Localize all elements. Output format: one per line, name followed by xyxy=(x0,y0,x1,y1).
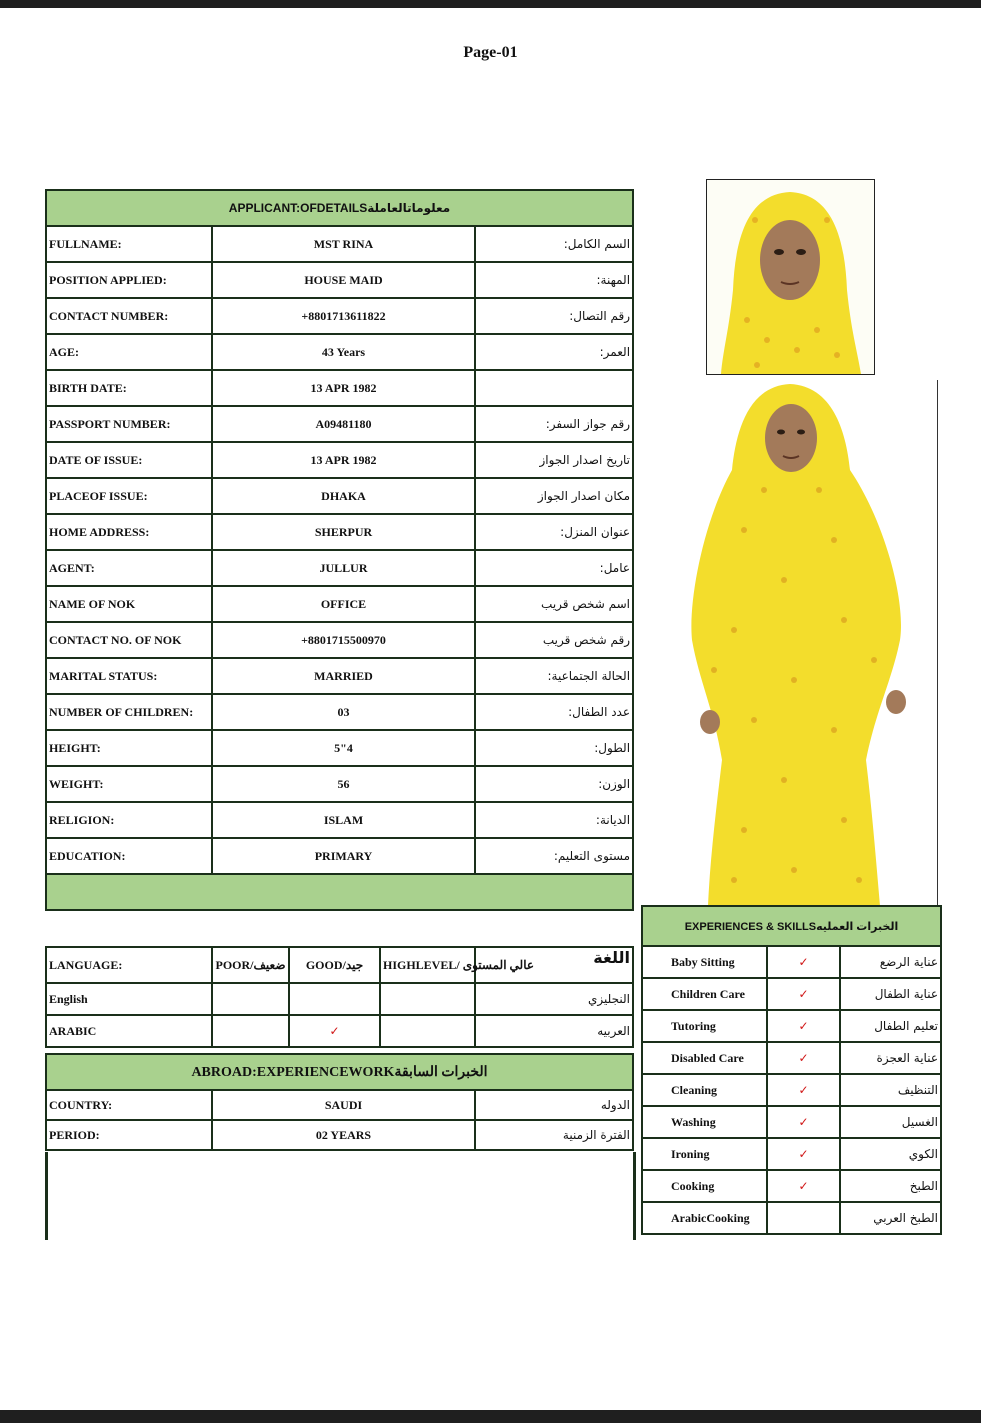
skill-row xyxy=(642,1170,941,1202)
skill-check-mark: ✓ xyxy=(767,1042,840,1074)
skill-name: Cleaning xyxy=(642,1074,767,1106)
field-label: AGE: xyxy=(46,334,212,370)
field-value: MST RINA xyxy=(212,226,475,262)
skill-name: Cooking xyxy=(642,1170,767,1202)
field-label: BIRTH DATE: xyxy=(46,370,212,406)
field-value: +8801713611822 xyxy=(212,298,475,334)
language-high-mark xyxy=(380,1015,475,1047)
field-label-ar: رقم شخص قريب xyxy=(475,622,633,658)
language-row xyxy=(46,1015,633,1047)
details-row xyxy=(46,694,633,730)
skill-name-ar: تعليم الطفال xyxy=(840,1010,941,1042)
field-value: ISLAM xyxy=(212,802,475,838)
field-value: PRIMARY xyxy=(212,838,475,874)
field-label-ar: الطول: xyxy=(475,730,633,766)
details-row xyxy=(46,406,633,442)
details-row xyxy=(46,550,633,586)
skill-name-ar: الكوي xyxy=(840,1138,941,1170)
field-value: 56 xyxy=(212,766,475,802)
abroad-label: PERIOD: xyxy=(46,1120,212,1150)
language-high-mark xyxy=(380,983,475,1015)
skill-check-mark: ✓ xyxy=(767,1138,840,1170)
field-value: 43 Years xyxy=(212,334,475,370)
skill-row xyxy=(642,1106,941,1138)
skills-header: EXPERIENCES & SKILLSالخبرات العمليه xyxy=(642,906,941,946)
abroad-row xyxy=(46,1120,633,1150)
skill-name: Baby Sitting xyxy=(642,946,767,978)
page-number: Page-01 xyxy=(463,44,518,61)
skill-row xyxy=(642,1138,941,1170)
field-label: DATE OF ISSUE: xyxy=(46,442,212,478)
field-value: +8801715500970 xyxy=(212,622,475,658)
abroad-value: 02 YEARS xyxy=(212,1120,475,1150)
field-label: CONTACT NO. OF NOK xyxy=(46,622,212,658)
field-label: WEIGHT: xyxy=(46,766,212,802)
details-row xyxy=(46,226,633,262)
field-label-ar: عامل: xyxy=(475,550,633,586)
field-value: A09481180 xyxy=(212,406,475,442)
details-row xyxy=(46,478,633,514)
empty-notes-area xyxy=(45,1152,636,1240)
abroad-experience-table xyxy=(45,1053,634,1151)
field-label-ar: عنوان المنزل: xyxy=(475,514,633,550)
field-value: DHAKA xyxy=(212,478,475,514)
language-table xyxy=(45,946,634,1048)
skill-name: Disabled Care xyxy=(642,1042,767,1074)
field-value: OFFICE xyxy=(212,586,475,622)
field-label-ar: الديانة: xyxy=(475,802,633,838)
skill-name: Children Care xyxy=(642,978,767,1010)
level-good: GOOD/جيد xyxy=(289,947,380,983)
abroad-row xyxy=(46,1090,633,1120)
abroad-label-ar: الدوله xyxy=(475,1090,633,1120)
field-value: HOUSE MAID xyxy=(212,262,475,298)
skill-name-ar: عناية الرضع xyxy=(840,946,941,978)
skill-name: ArabicCooking xyxy=(642,1202,767,1234)
skill-name-ar: الطبخ xyxy=(840,1170,941,1202)
abroad-label: COUNTRY: xyxy=(46,1090,212,1120)
details-row xyxy=(46,586,633,622)
field-label-ar: رقم جواز السفر: xyxy=(475,406,633,442)
field-label: NAME OF NOK xyxy=(46,586,212,622)
details-row xyxy=(46,730,633,766)
field-label: PASSPORT NUMBER: xyxy=(46,406,212,442)
field-label: PLACEOF ISSUE: xyxy=(46,478,212,514)
details-row xyxy=(46,262,633,298)
applicant-details-table xyxy=(45,189,634,911)
skill-name: Washing xyxy=(642,1106,767,1138)
abroad-value: SAUDI xyxy=(212,1090,475,1120)
field-label-ar: اسم شخص قريب xyxy=(475,586,633,622)
field-label-ar: العمر: xyxy=(475,334,633,370)
passport-photo-image xyxy=(707,180,874,374)
details-row xyxy=(46,442,633,478)
field-label-ar: عدد الطفال: xyxy=(475,694,633,730)
field-label: POSITION APPLIED: xyxy=(46,262,212,298)
applicant-details-header: APPLICANT:OFDETAILSمعلوماتالعاملة xyxy=(46,190,633,226)
language-poor-mark xyxy=(212,1015,289,1047)
skill-row xyxy=(642,1202,941,1234)
skill-name-ar: الطبخ العربي xyxy=(840,1202,941,1234)
details-row xyxy=(46,658,633,694)
field-label-ar xyxy=(475,370,633,406)
skill-name: Ironing xyxy=(642,1138,767,1170)
field-label-ar: مستوى التعليم: xyxy=(475,838,633,874)
details-row xyxy=(46,514,633,550)
skill-row xyxy=(642,978,941,1010)
language-label-ar: اللغة xyxy=(475,947,633,983)
language-name-ar: العربيه xyxy=(475,1015,633,1047)
skill-name-ar: التنظيف xyxy=(840,1074,941,1106)
field-value: 13 APR 1982 xyxy=(212,370,475,406)
field-label: MARITAL STATUS: xyxy=(46,658,212,694)
level-high: HIGHLEVEL/ عالي المستوى xyxy=(380,947,475,983)
language-name-ar: النجليزي xyxy=(475,983,633,1015)
details-row xyxy=(46,766,633,802)
field-label: EDUCATION: xyxy=(46,838,212,874)
skill-row xyxy=(642,1010,941,1042)
field-label-ar: مكان اصدار الجواز xyxy=(475,478,633,514)
abroad-label-ar: الفترة الزمنية xyxy=(475,1120,633,1150)
skill-name-ar: عناية العجزة xyxy=(840,1042,941,1074)
field-label-ar: رقم التصال: xyxy=(475,298,633,334)
skill-check-mark: ✓ xyxy=(767,1010,840,1042)
details-row xyxy=(46,622,633,658)
field-label-ar: الحالة الجتماعية: xyxy=(475,658,633,694)
field-label: NUMBER OF CHILDREN: xyxy=(46,694,212,730)
language-label: LANGUAGE: xyxy=(46,947,212,983)
language-name: ARABIC xyxy=(46,1015,212,1047)
skill-check-mark: ✓ xyxy=(767,978,840,1010)
skill-check-mark: ✓ xyxy=(767,946,840,978)
skill-check-mark: ✓ xyxy=(767,1170,840,1202)
language-poor-mark xyxy=(212,983,289,1015)
language-row xyxy=(46,983,633,1015)
passport-photo xyxy=(706,179,875,375)
spacer-row xyxy=(46,874,633,910)
language-good-mark: ✓ xyxy=(289,1015,380,1047)
skill-check-mark: ✓ xyxy=(767,1074,840,1106)
field-value: SHERPUR xyxy=(212,514,475,550)
field-label: RELIGION: xyxy=(46,802,212,838)
details-row xyxy=(46,370,633,406)
skill-name: Tutoring xyxy=(642,1010,767,1042)
skills-table xyxy=(641,905,942,1235)
field-value: 5"4 xyxy=(212,730,475,766)
skill-name-ar: عناية الطفال xyxy=(840,978,941,1010)
field-label: AGENT: xyxy=(46,550,212,586)
skill-row xyxy=(642,1042,941,1074)
full-body-photo-image xyxy=(644,380,937,906)
language-good-mark xyxy=(289,983,380,1015)
field-value: 13 APR 1982 xyxy=(212,442,475,478)
field-value: MARRIED xyxy=(212,658,475,694)
details-row xyxy=(46,334,633,370)
field-value: JULLUR xyxy=(212,550,475,586)
language-name: English xyxy=(46,983,212,1015)
field-label: HOME ADDRESS: xyxy=(46,514,212,550)
skill-check-mark xyxy=(767,1202,840,1234)
field-label-ar: المهنة: xyxy=(475,262,633,298)
field-label: HEIGHT: xyxy=(46,730,212,766)
skill-row xyxy=(642,1074,941,1106)
field-label-ar: السم الكامل: xyxy=(475,226,633,262)
bottom-bar xyxy=(0,1410,981,1423)
field-label: CONTACT NUMBER: xyxy=(46,298,212,334)
level-poor: POOR/ضعيف xyxy=(212,947,289,983)
skill-check-mark: ✓ xyxy=(767,1106,840,1138)
field-label-ar: الوزن: xyxy=(475,766,633,802)
field-label: FULLNAME: xyxy=(46,226,212,262)
field-label-ar: تاريخ اصدار الجواز xyxy=(475,442,633,478)
top-bar xyxy=(0,0,981,8)
details-row xyxy=(46,838,633,874)
details-row xyxy=(46,802,633,838)
skill-row xyxy=(642,946,941,978)
full-body-photo xyxy=(644,380,938,906)
abroad-header: ABROAD:EXPERIENCEWORKالخبرات السابقة xyxy=(46,1054,633,1090)
details-row xyxy=(46,298,633,334)
skill-name-ar: الغسيل xyxy=(840,1106,941,1138)
field-value: 03 xyxy=(212,694,475,730)
